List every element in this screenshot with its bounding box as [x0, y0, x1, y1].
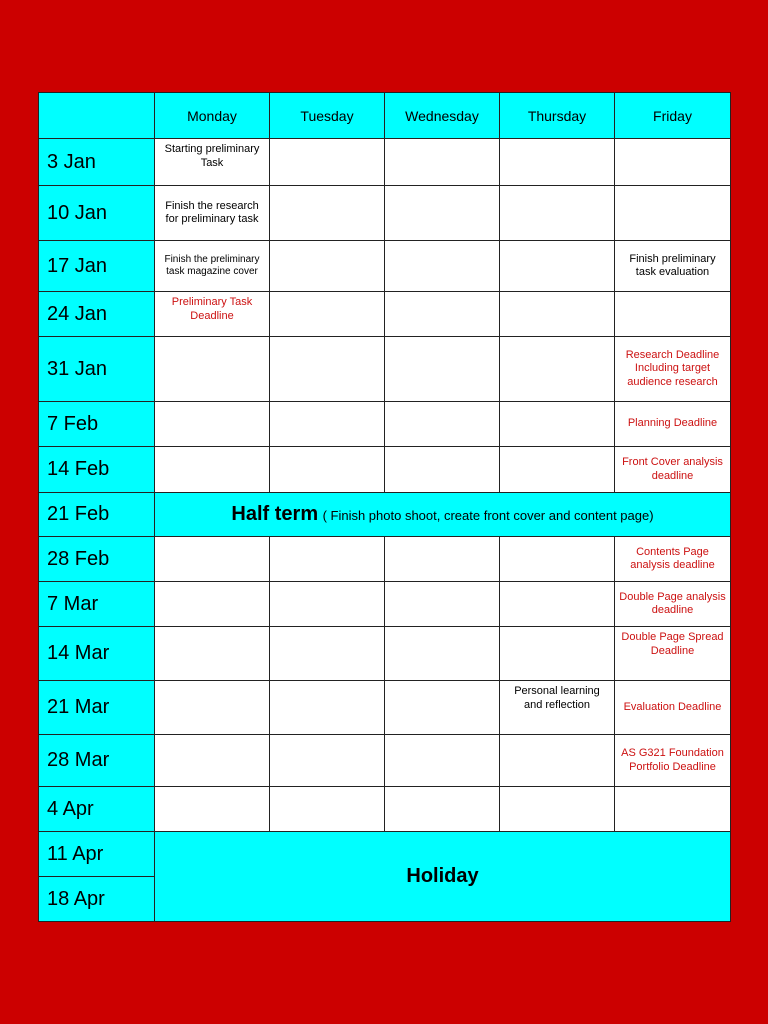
- thursday-cell: [500, 735, 615, 787]
- wednesday-cell: [385, 186, 500, 241]
- wednesday-cell: [385, 537, 500, 582]
- week-date: 14 Mar: [39, 627, 155, 681]
- wednesday-cell: [385, 627, 500, 681]
- monday-cell: [155, 627, 270, 681]
- week-row: [39, 402, 731, 447]
- day-header-friday: Friday: [615, 93, 731, 139]
- week-date: 7 Mar: [39, 582, 155, 627]
- wednesday-cell: [385, 402, 500, 447]
- day-header-wednesday: Wednesday: [385, 93, 500, 139]
- tuesday-cell: [270, 241, 385, 292]
- schedule-table: [38, 92, 731, 922]
- friday-cell: Research Deadline Including target audience research: [615, 337, 731, 402]
- monday-cell: Finish the preliminary task magazine cover: [155, 241, 270, 292]
- thursday-cell: [500, 241, 615, 292]
- friday-cell: Evaluation Deadline: [615, 681, 731, 735]
- tuesday-cell: [270, 681, 385, 735]
- thursday-cell: [500, 139, 615, 186]
- week-row: [39, 337, 731, 402]
- week-date: 24 Jan: [39, 292, 155, 337]
- monday-cell: Starting preliminary Task: [155, 139, 270, 186]
- friday-cell: Planning Deadline: [615, 402, 731, 447]
- wednesday-cell: [385, 139, 500, 186]
- monday-cell: Preliminary Task Deadline: [155, 292, 270, 337]
- monday-cell: [155, 681, 270, 735]
- week-date: 18 Apr: [39, 877, 155, 922]
- wednesday-cell: [385, 241, 500, 292]
- holiday-label: Holiday: [406, 865, 479, 887]
- tuesday-cell: [270, 627, 385, 681]
- week-row: [39, 627, 731, 681]
- half-term-title: Half term: [231, 503, 319, 525]
- holiday-row: [39, 832, 731, 877]
- week-row: [39, 447, 731, 493]
- tuesday-cell: [270, 447, 385, 493]
- tuesday-cell: [270, 292, 385, 337]
- wednesday-cell: [385, 582, 500, 627]
- friday-cell: [615, 292, 731, 337]
- friday-cell: Contents Page analysis deadline: [615, 537, 731, 582]
- tuesday-cell: [270, 402, 385, 447]
- thursday-cell: [500, 186, 615, 241]
- thursday-cell: [500, 582, 615, 627]
- tuesday-cell: [270, 186, 385, 241]
- week-row: [39, 735, 731, 787]
- wednesday-cell: [385, 337, 500, 402]
- thursday-cell: [500, 537, 615, 582]
- friday-cell: [615, 787, 731, 832]
- tuesday-cell: [270, 787, 385, 832]
- thursday-cell: [500, 447, 615, 493]
- half-term-band: [155, 493, 731, 537]
- monday-cell: [155, 337, 270, 402]
- thursday-cell: Personal learning and reflection: [500, 681, 615, 735]
- thursday-cell: [500, 787, 615, 832]
- week-date: 21 Feb: [39, 493, 155, 537]
- monday-cell: [155, 582, 270, 627]
- week-date: 7 Feb: [39, 402, 155, 447]
- holiday-band: [155, 832, 731, 922]
- friday-cell: Double Page Spread Deadline: [615, 627, 731, 681]
- tuesday-cell: [270, 735, 385, 787]
- friday-cell: Finish preliminary task evaluation: [615, 241, 731, 292]
- tuesday-cell: [270, 139, 385, 186]
- week-date: 3 Jan: [39, 139, 155, 186]
- monday-cell: [155, 735, 270, 787]
- week-date: 21 Mar: [39, 681, 155, 735]
- monday-cell: [155, 537, 270, 582]
- thursday-cell: [500, 337, 615, 402]
- monday-cell: [155, 787, 270, 832]
- week-row: [39, 186, 731, 241]
- day-header-monday: Monday: [155, 93, 270, 139]
- wednesday-cell: [385, 787, 500, 832]
- day-header-thursday: Thursday: [500, 93, 615, 139]
- corner-cell: [39, 93, 155, 139]
- friday-cell: [615, 186, 731, 241]
- week-row: [39, 537, 731, 582]
- tuesday-cell: [270, 537, 385, 582]
- header-row: [39, 93, 731, 139]
- friday-cell: AS G321 Foundation Portfolio Deadline: [615, 735, 731, 787]
- week-date: 10 Jan: [39, 186, 155, 241]
- week-date: 4 Apr: [39, 787, 155, 832]
- week-date: 11 Apr: [39, 832, 155, 877]
- week-row: [39, 292, 731, 337]
- tuesday-cell: [270, 582, 385, 627]
- wednesday-cell: [385, 447, 500, 493]
- week-row: [39, 241, 731, 292]
- week-date: 14 Feb: [39, 447, 155, 493]
- day-header-tuesday: Tuesday: [270, 93, 385, 139]
- thursday-cell: [500, 402, 615, 447]
- wednesday-cell: [385, 292, 500, 337]
- week-row: [39, 681, 731, 735]
- thursday-cell: [500, 292, 615, 337]
- week-date: 17 Jan: [39, 241, 155, 292]
- half-term-row: [39, 493, 731, 537]
- monday-cell: [155, 447, 270, 493]
- friday-cell: Front Cover analysis deadline: [615, 447, 731, 493]
- thursday-cell: [500, 627, 615, 681]
- week-row: [39, 139, 731, 186]
- week-date: 28 Feb: [39, 537, 155, 582]
- wednesday-cell: [385, 735, 500, 787]
- tuesday-cell: [270, 337, 385, 402]
- week-date: 31 Jan: [39, 337, 155, 402]
- wednesday-cell: [385, 681, 500, 735]
- week-date: 28 Mar: [39, 735, 155, 787]
- week-row: [39, 582, 731, 627]
- half-term-detail: ( Finish photo shoot, create front cover and content page): [322, 508, 654, 523]
- monday-cell: Finish the research for preliminary task: [155, 186, 270, 241]
- friday-cell: Double Page analysis deadline: [615, 582, 731, 627]
- week-row: [39, 787, 731, 832]
- friday-cell: [615, 139, 731, 186]
- monday-cell: [155, 402, 270, 447]
